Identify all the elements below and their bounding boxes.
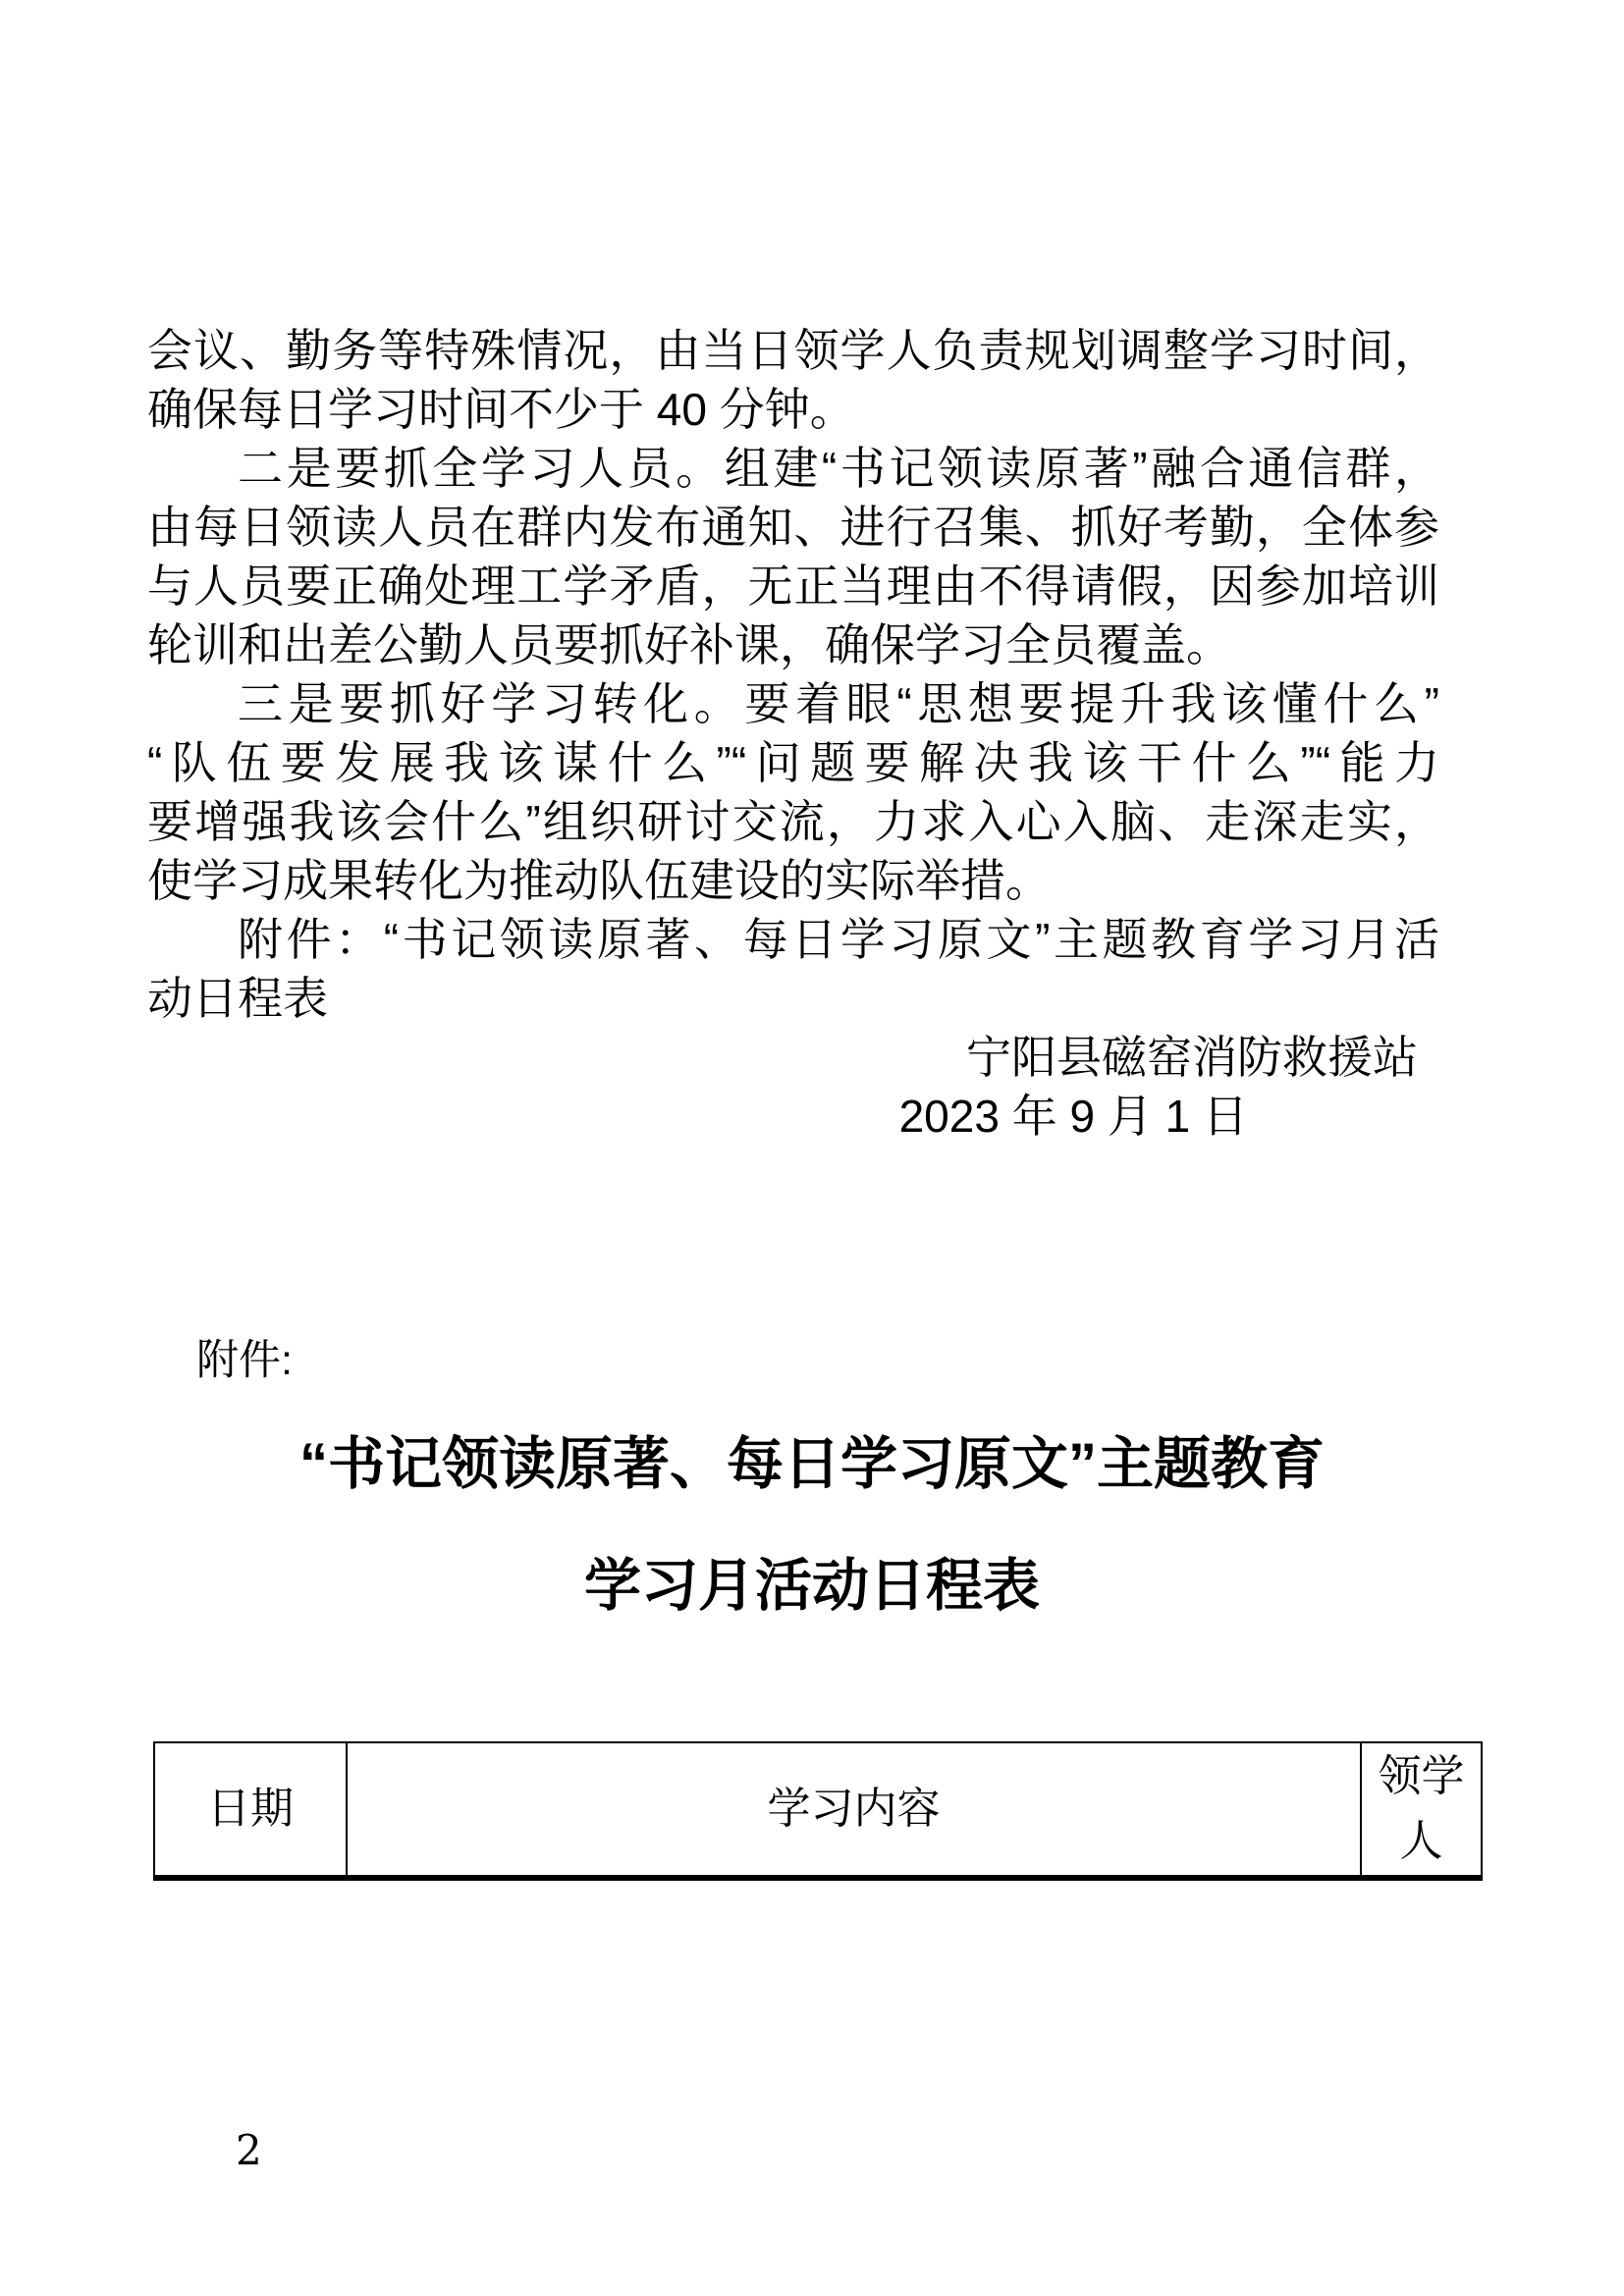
body-line-3: 二是要抓全学习人员。组建“书记领读原著”融合通信群， [238,443,1439,494]
table-header-content: 学习内容 [347,1742,1361,1878]
body-line-8: “队伍要发展我该谋什么”“问题要解决我该干什么”“能力 [147,737,1439,788]
table-header-date: 日期 [154,1742,347,1878]
body-line-9: 要增强我该会什么”组织研讨交流，力求入心入脑、走深走实， [147,796,1439,847]
body-line-5: 与人员要正确处理工学矛盾，无正当理由不得请假，因参加培训 [147,561,1439,612]
body-text [147,321,1439,1146]
date: 2023 年 9 月 1 日 [898,1091,1248,1142]
body-line-11: 附件：“书记领读原著、每日学习原文”主题教育学习月活 [238,914,1439,965]
body-line-7: 三是要抓好学习转化。要着眼“思想要提升我该懂什么” [238,678,1439,729]
schedule-table [153,1741,1483,1881]
page-number: 2 [236,2126,262,2174]
signature: 宁阳县磁窑消防救援站 [966,1032,1418,1083]
table-header-row [154,1742,1482,1878]
attachment-title-line2: 学习月活动日程表 [583,1554,1040,1618]
attachment-title-line1: “书记领读原著、每日学习原文”主题教育 [298,1432,1325,1496]
body-line-12: 动日程表 [147,973,328,1024]
body-line-1: 会议、勤务等特殊情况，由当日领学人负责规划调整学习时间， [147,325,1439,376]
table-header-leader: 领学人 [1361,1742,1482,1878]
body-line-2: 确保每日学习时间不少于 40 分钟。 [147,384,855,435]
body-line-10: 使学习成果转化为推动队伍建设的实际举措。 [147,855,1051,906]
body-line-6: 轮训和出差公勤人员要抓好补课，确保学习全员覆盖。 [147,619,1231,670]
attachment-label: 附件: [196,1337,293,1384]
body-line-4: 由每日领读人员在群内发布通知、进行召集、抓好考勤，全体参 [147,502,1439,553]
